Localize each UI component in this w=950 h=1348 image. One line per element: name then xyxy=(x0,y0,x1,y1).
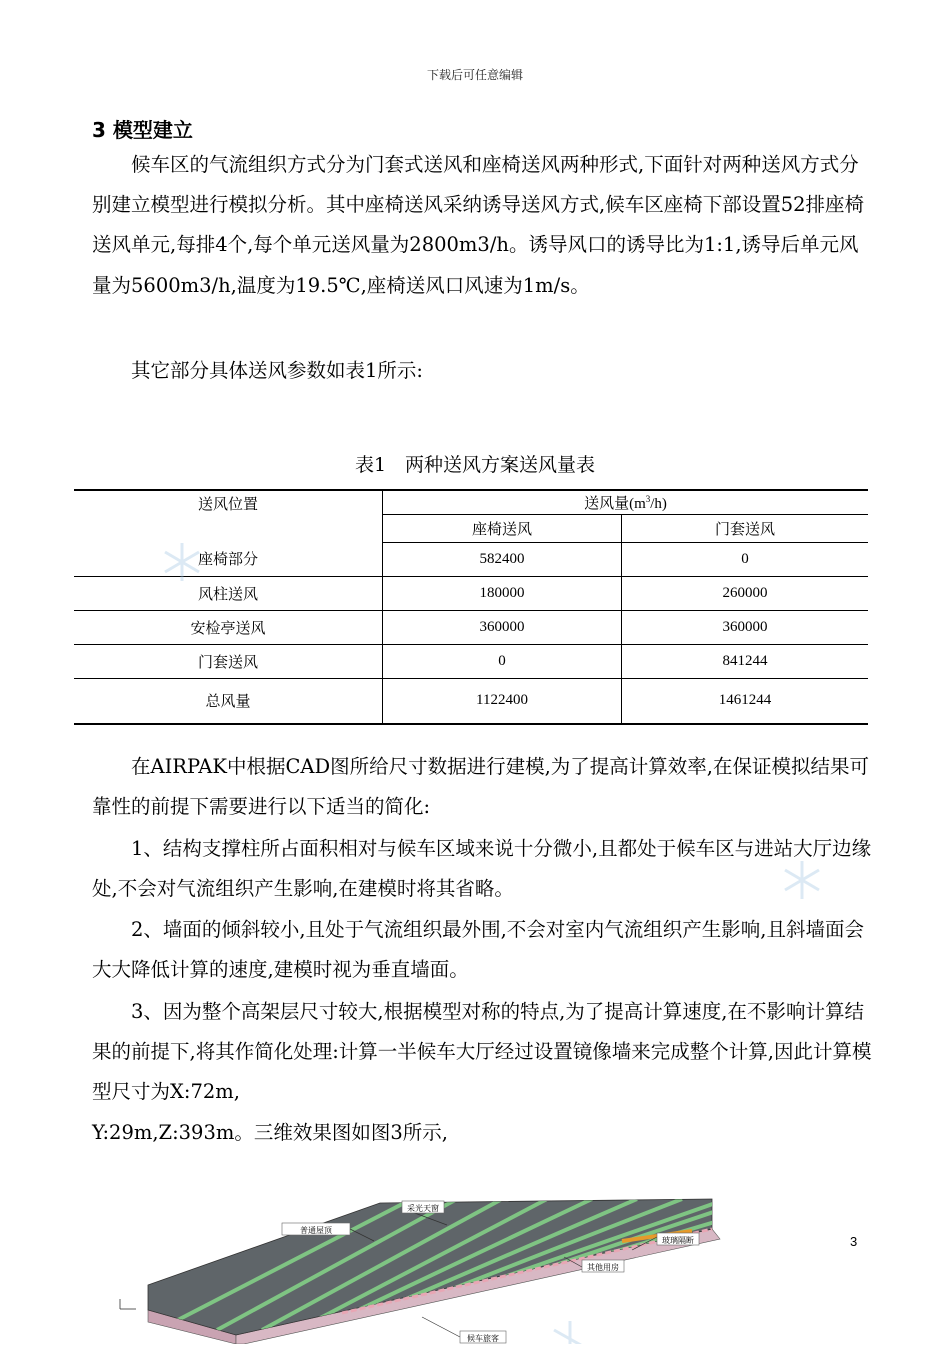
label-other-rooms: 其他用房 xyxy=(587,1263,619,1272)
cell-seat: 1122400 xyxy=(383,678,622,724)
cell-door: 260000 xyxy=(622,576,869,610)
row-label: 安检亭送风 xyxy=(74,610,383,644)
table-row xyxy=(74,644,868,678)
header-airflow-group: 送风量$(m^3/h)$ xyxy=(383,490,869,514)
header-door-supply: 门套送风 xyxy=(622,514,869,542)
cell-door: 360000 xyxy=(622,610,869,644)
row-label: 风柱送风 xyxy=(74,576,383,610)
axis-triad-icon xyxy=(120,1299,136,1309)
table-row-total xyxy=(74,678,868,724)
row-label: 总风量 xyxy=(74,678,383,724)
paragraph-simplification-2: 2、墙面的倾斜较小,且处于气流组织最外围,不会对室内气流组织产生影响,且斜墙面会大大降低计算的速度,建模时视为垂直墙面。 xyxy=(92,918,865,982)
cell-seat: 582400 xyxy=(383,542,622,576)
cell-door: 841244 xyxy=(622,644,869,678)
cell-door: 0 xyxy=(622,542,869,576)
table-row xyxy=(74,610,868,644)
watermark-snowflake-icon xyxy=(780,858,824,902)
label-roof: 普通屋顶 xyxy=(300,1226,332,1235)
paragraph-simplification-1: 1、结构支撑柱所占面积相对与候车区域来说十分微小,且都处于候车区与进站大厅边缘处,不会对气流组织产生影响,在建模时将其省略。 xyxy=(92,837,872,901)
header-position: 送风位置 xyxy=(74,490,383,542)
row-label: 座椅部分 xyxy=(74,542,383,576)
header-seat-supply: 座椅送风 xyxy=(383,514,622,542)
label-skylight: 采光天窗 xyxy=(407,1204,439,1213)
model-3d-figure xyxy=(112,1195,732,1344)
cell-seat: 0 xyxy=(383,644,622,678)
page-number: 3 xyxy=(850,1234,858,1249)
paragraph-simplification-3: 3、因为整个高架层尺寸较大,根据模型对称的特点,为了提高计算速度,在不影响计算结果的前提下,将其作简化处理:计算一半候车大厅经过设置镜像墙来完成整个计算,因此计算模型尺寸为X:72m, xyxy=(92,1000,872,1104)
watermark-snowflake-icon xyxy=(160,540,204,584)
section-heading: 3 模型建立 xyxy=(92,118,193,142)
paragraph-table-intro: 其它部分具体送风参数如表1所示: xyxy=(92,359,423,382)
label-glass-partition: 玻璃隔断 xyxy=(662,1236,694,1245)
cell-door: 1461244 xyxy=(622,678,869,724)
cell-seat: 180000 xyxy=(383,576,622,610)
row-label: 门套送风 xyxy=(74,644,383,678)
airflow-table xyxy=(74,489,868,725)
cell-seat: 360000 xyxy=(383,610,622,644)
paragraph-model-dimensions: Y:29m,Z:393m。三维效果图如图3所示, xyxy=(92,1121,448,1144)
table-caption: 表1 两种送风方案送风量表 xyxy=(354,454,596,476)
paragraph-airpak-model: 在AIRPAK中根据CAD图所给尺寸数据进行建模,为了提高计算效率,在保证模拟结果可靠性的前提下需要进行以下适当的简化: xyxy=(92,755,869,819)
label-passengers: 候车旅客 xyxy=(467,1334,499,1343)
model-3d-image xyxy=(112,1195,732,1344)
page-header: 下载后可任意编辑 xyxy=(426,68,523,82)
paragraph-airflow-modes: 候车区的气流组织方式分为门套式送风和座椅送风两种形式,下面针对两种送风方式分别建立模型进行模拟分析。其中座椅送风采纳诱导送风方式,候车区座椅下部设置52排座椅送风单元,每排4个,每个单元送风量为2800m3/h。诱导风口的诱导比为1:1,诱导后单元风量为5600m3/h,温度为19.5℃,座椅送风口风速为1m/s。 xyxy=(92,153,865,297)
